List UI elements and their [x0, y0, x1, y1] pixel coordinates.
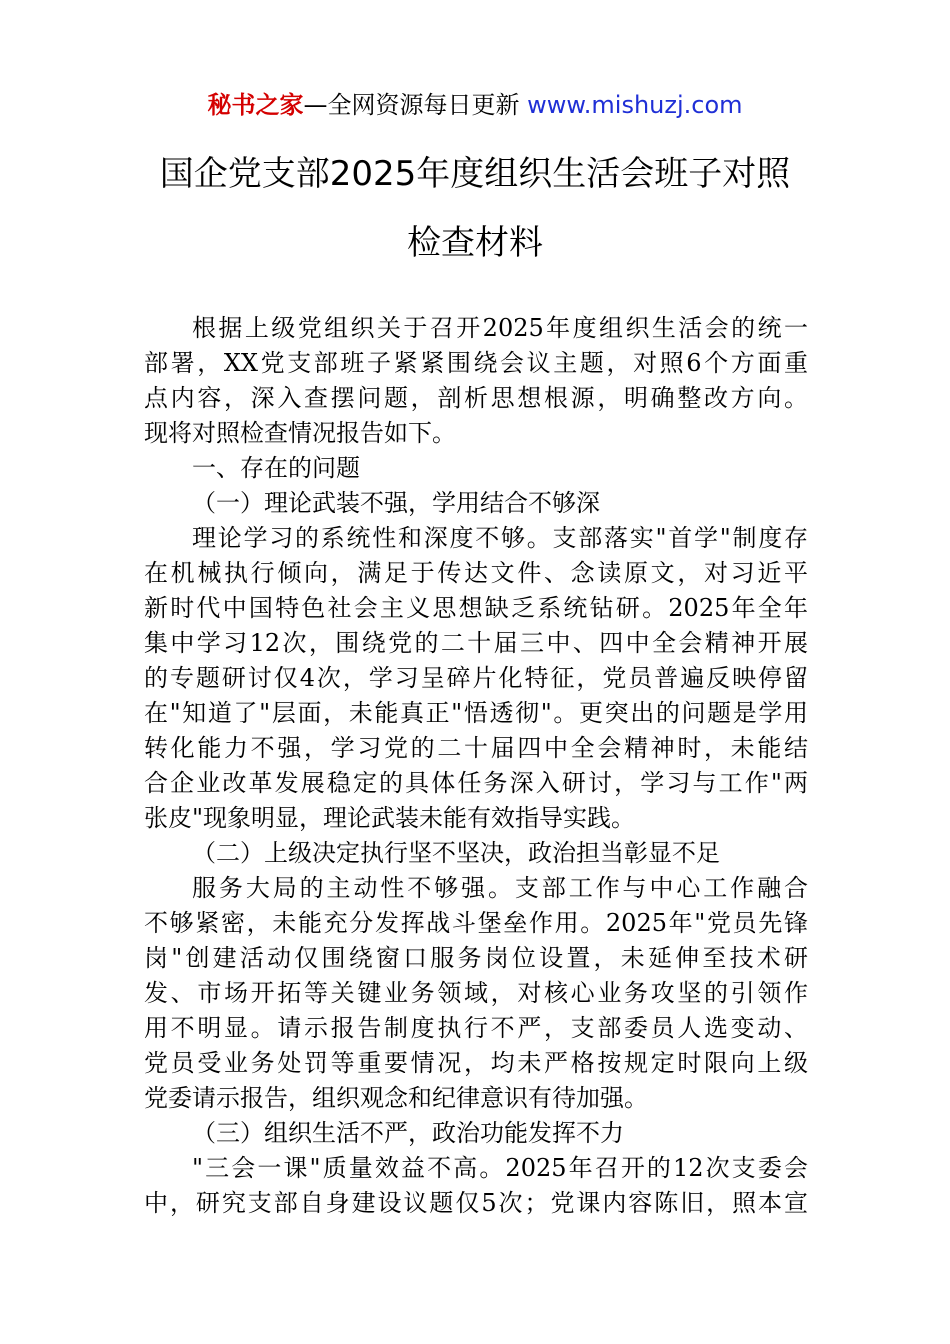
text-line: 不够紧密，未能充分发挥战斗堡垒作用。2025年"党员先锋 [144, 909, 808, 937]
text-line: 在机械执行倾向，满足于传达文件、念读原文，对习近平 [144, 559, 808, 587]
text-line: "三会一课"质量效益不高。2025年召开的12次支委会 [192, 1154, 808, 1182]
text-line: 根据上级党组织关于召开2025年度组织生活会的统一 [192, 314, 808, 342]
subsection-heading-2: （二）上级决定执行坚不坚决，政治担当彰显不足 [192, 839, 720, 867]
header-slogan: —全网资源每日更新 [303, 91, 528, 119]
text-line: 的专题研讨仅4次，学习呈碎片化特征，党员普遍反映停留 [144, 664, 808, 692]
text-line: 党委请示报告，组织观念和纪律意识有待加强。 [144, 1084, 648, 1112]
document-title-line2: 检查材料 [407, 223, 543, 263]
text-line: 中，研究支部自身建设议题仅5次；党课内容陈旧，照本宣 [144, 1189, 808, 1217]
text-line: 新时代中国特色社会主义思想缺乏系统钻研。2025年全年 [144, 594, 808, 622]
text-line: 理论学习的系统性和深度不够。支部落实"首学"制度存 [192, 524, 808, 552]
paragraph-1 [144, 521, 808, 836]
text-line: 发、市场开拓等关键业务领域，对核心业务攻坚的引领作 [144, 979, 808, 1007]
document-title-line1: 国企党支部2025年度组织生活会班子对照 [159, 154, 791, 194]
paragraph-3 [144, 1151, 808, 1221]
text-line: 现将对照检查情况报告如下。 [144, 419, 456, 447]
site-url-link[interactable]: www.mishuzj.com [527, 91, 743, 119]
text-line: 用不明显。请示报告制度执行不严，支部委员人选变动、 [144, 1014, 808, 1042]
text-line: 岗"创建活动仅围绕窗口服务岗位设置，未延伸至技术研 [144, 944, 808, 972]
text-line: 党员受业务处罚等重要情况，均未严格按规定时限向上级 [144, 1049, 808, 1077]
intro-paragraph [144, 311, 808, 451]
document-body [144, 311, 808, 1221]
text-line: 张皮"现象明显，理论武装未能有效指导实践。 [144, 804, 636, 832]
paragraph-2 [144, 871, 808, 1116]
text-line: 合企业改革发展稳定的具体任务深入研讨，学习与工作"两 [144, 769, 808, 797]
site-header [0, 88, 950, 122]
text-line: 在"知道了"层面，未能真正"悟透彻"。更突出的问题是学用 [144, 699, 808, 727]
subsection-heading-1: （一）理论武装不强，学用结合不够深 [192, 489, 600, 517]
text-line: 服务大局的主动性不够强。支部工作与中心工作融合 [192, 874, 808, 902]
subsection-heading-3: （三）组织生活不严，政治功能发挥不力 [192, 1119, 624, 1147]
brand-name: 秘书之家 [207, 91, 304, 119]
text-line: 转化能力不强，学习党的二十届四中全会精神时，未能结 [144, 734, 808, 762]
text-line: 点内容，深入查摆问题，剖析思想根源，明确整改方向。 [144, 384, 808, 412]
text-line: 部署，XX党支部班子紧紧围绕会议主题，对照6个方面重 [144, 349, 808, 377]
section-heading: 一、存在的问题 [192, 454, 360, 482]
text-line: 集中学习12次，围绕党的二十届三中、四中全会精神开展 [144, 629, 808, 657]
